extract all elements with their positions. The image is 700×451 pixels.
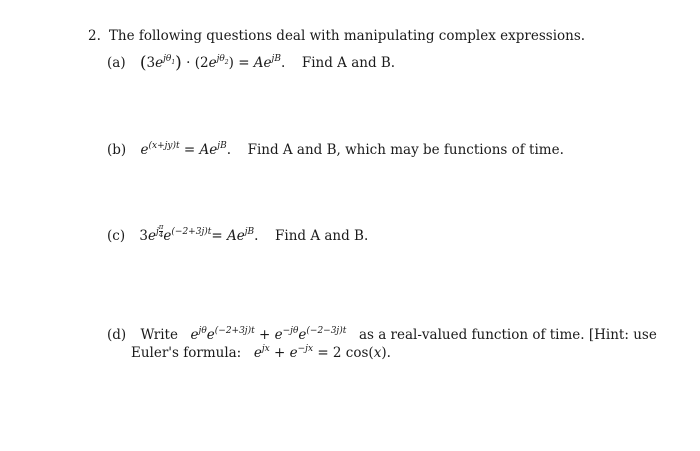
euler-formula: $e^{jx} + e^{-jx} = 2$ cos(x). <box>253 344 391 361</box>
part-c-instruction: Find A and B. <box>275 228 369 244</box>
part-d-label: (d) <box>107 327 127 343</box>
question-intro: The following questions deal with manipulating complex expressions. <box>108 28 586 44</box>
question-header <box>88 28 585 44</box>
part-a-label: (a) <box>107 55 126 71</box>
part-d-hint-text: Euler's formula: <box>131 345 242 361</box>
part-b-label: (b) <box>107 142 127 158</box>
part-b-instruction: Find A and B, which may be functions of time. <box>247 142 564 158</box>
part-d-write: Write <box>140 327 178 343</box>
part-c-equation: $3e^{j \frac{\pi}{4}}$ $e^{(-2+3j)t}= Ae^{jB}$. <box>139 223 259 244</box>
part-c-label: (c) <box>107 228 126 244</box>
part-d-line-1 <box>107 327 657 343</box>
part-b <box>107 142 564 158</box>
part-d-instruction: as a real-valued function of time. [Hint: use <box>358 327 657 343</box>
part-a-equation: $(3e^{j\theta_1}) \cdot (2e^{j\theta_2}) = Ae^{jB}$. <box>139 53 286 73</box>
part-b-equation: $e^{(x+jy)t} = Ae^{jB}$. <box>140 141 231 158</box>
part-c <box>107 224 368 244</box>
part-a <box>107 55 395 71</box>
question-number: 2. <box>88 28 101 44</box>
part-a-instruction: Find A and B. <box>301 55 396 71</box>
part-d-line-2 <box>131 345 391 361</box>
part-d-expression: $e^{j\theta}e^{(-2+3j)t} + e^{-j\theta}e^{(-2-3j)t}$ <box>190 326 347 343</box>
